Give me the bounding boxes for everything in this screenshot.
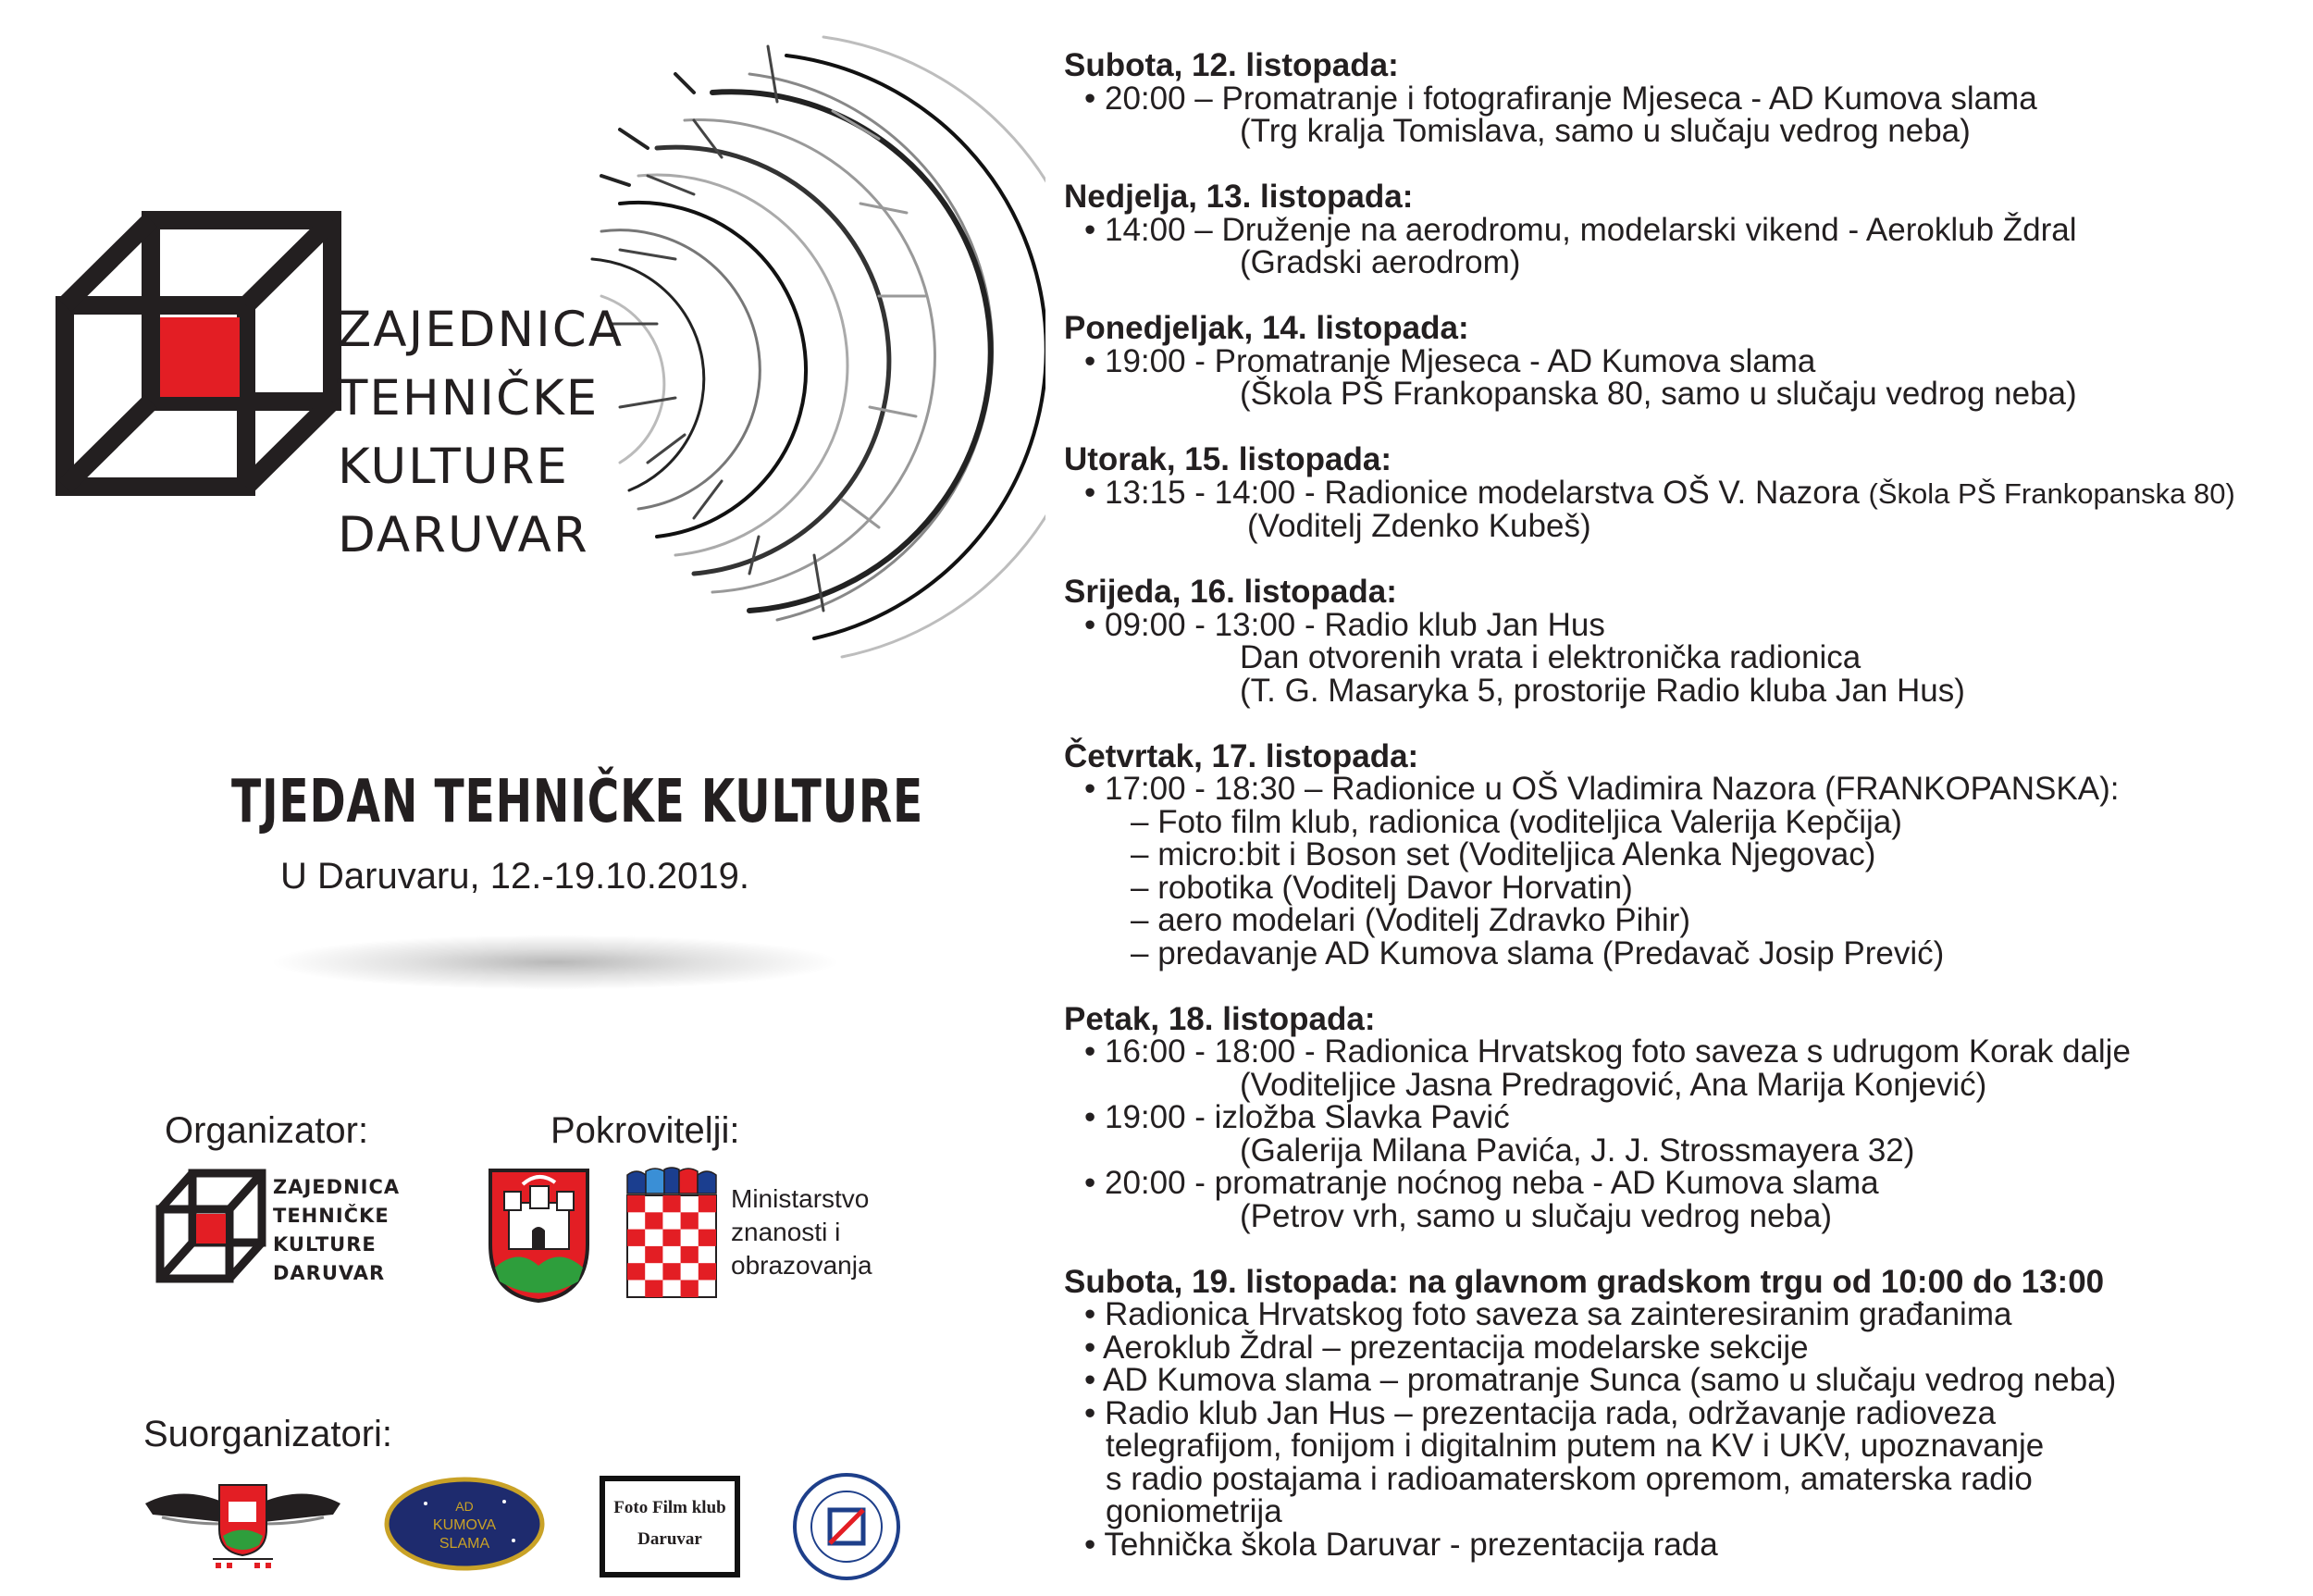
event-schedule	[1064, 49, 2304, 1594]
schedule-day	[1064, 312, 2304, 411]
schedule-item-detail: (Voditeljice Jasna Predragović, Ana Marija Konjević)	[1240, 1066, 1987, 1103]
schedule-subitem: – predavanje AD Kumova slama (Predavač Josip Prević)	[1131, 934, 1945, 971]
org-name-line: DARUVAR	[338, 507, 589, 563]
schedule-item: • 09:00 - 13:00 - Radio klub Jan Hus	[1084, 606, 1605, 643]
event-subtitle: U Daruvaru, 12.-19.10.2019.	[280, 856, 749, 897]
schedule-item-continuation: telegrafijom, fonijom i digitalnim putem na KV i UKV, upoznavanje	[1106, 1428, 2045, 1464]
org-name-line: ZAJEDNICA	[273, 1176, 401, 1198]
day-heading: Ponedjeljak, 14. listopada:	[1064, 310, 1469, 346]
svg-text:SLAMA: SLAMA	[439, 1536, 490, 1552]
schedule-item-continuation: s radio postajama i radioamaterskom opremom, amaterska radio	[1106, 1460, 2033, 1497]
day-heading: Srijeda, 16. listopada:	[1064, 574, 1397, 610]
schedule-item-detail: (T. G. Masaryka 5, prostorije Radio kluba Jan Hus)	[1240, 672, 1965, 709]
schedule-item-detail: (Petrov vrh, samo u slučaju vedrog neba)	[1240, 1197, 1833, 1234]
croatian-coat-of-arms	[620, 1166, 722, 1305]
schedule-subitem: – aero modelari (Voditelj Zdravko Pihir)	[1131, 902, 1690, 938]
day-heading: Utorak, 15. listopada:	[1064, 441, 1392, 477]
schedule-day	[1064, 1000, 2304, 1234]
schedule-item-location: (Škola PŠ Frankopanska 80)	[1868, 476, 2235, 510]
schedule-day	[1064, 180, 2304, 279]
organization-name	[338, 296, 624, 570]
ministry-line: znanosti i	[731, 1218, 841, 1246]
foto-klub-line: Daruvar	[637, 1529, 702, 1549]
svg-text:AD: AD	[455, 1499, 474, 1514]
schedule-day	[1064, 737, 2304, 971]
schedule-item-continuation: goniometrija	[1106, 1493, 1282, 1529]
schedule-item: • 20:00 – Promatranje i fotografiranje Mjeseca - AD Kumova slama	[1084, 80, 2037, 117]
schedule-item-detail: (Gradski aerodrom)	[1240, 244, 1521, 280]
schedule-item-detail: (Galerija Milana Pavića, J. J. Strossmayera 32)	[1240, 1132, 1915, 1169]
radio-klub-jan-hus-logo	[791, 1471, 902, 1582]
day-heading: Subota, 19. listopada: na glavnom gradskom trgu od 10:00 do 13:00	[1064, 1263, 2105, 1300]
ministry-line: Ministarstvo	[731, 1184, 870, 1213]
patrons-label: Pokrovitelji:	[550, 1110, 740, 1151]
day-heading: Nedjelja, 13. listopada:	[1064, 179, 1414, 215]
cube-logo-small	[155, 1168, 266, 1284]
ministry-line: obrazovanja	[731, 1251, 872, 1280]
organizer-label: Organizator:	[165, 1110, 369, 1151]
cube-red-square	[160, 317, 240, 397]
ad-kumova-slama-logo	[384, 1476, 546, 1573]
schedule-item	[1064, 476, 2304, 511]
foto-klub-line: Foto Film klub	[613, 1498, 726, 1517]
schedule-item: • 19:00 - Promatranje Mjeseca - AD Kumova slama	[1084, 342, 1816, 379]
schedule-item: • Radio klub Jan Hus – prezentacija rada, održavanje radioveza	[1084, 1394, 1997, 1431]
org-name-line: KULTURE	[273, 1233, 377, 1256]
day-heading: Četvrtak, 17. listopada:	[1064, 737, 1419, 774]
org-name-line: TEHNIČKE	[338, 370, 600, 427]
schedule-day	[1064, 1263, 2304, 1563]
daruvar-coat-of-arms	[486, 1166, 592, 1305]
event-title: TJEDAN TEHNIČKE KULTURE	[231, 768, 924, 836]
schedule-item: • Tehnička škola Daruvar - prezentacija rada	[1084, 1526, 1718, 1563]
schedule-item: • 19:00 - izložba Slavka Pavić	[1084, 1099, 1510, 1135]
svg-text:KUMOVA: KUMOVA	[432, 1517, 497, 1533]
coorganizers-label: Suorganizatori:	[143, 1414, 393, 1454]
day-heading: Petak, 18. listopada:	[1064, 1000, 1376, 1037]
org-name-line: ZAJEDNICA	[338, 302, 625, 358]
schedule-item-detail: (Trg kralja Tomislava, samo u slučaju vedrog neba)	[1240, 113, 1971, 149]
schedule-item-detail: (Voditelj Zdenko Kubeš)	[1247, 508, 1591, 544]
org-name-line: TEHNIČKE	[273, 1205, 390, 1227]
organizer-name	[273, 1173, 400, 1288]
circuit-arcs-decoration	[592, 37, 1045, 657]
schedule-item: • Radionica Hrvatskog foto saveza sa zainteresiranim građanima	[1084, 1296, 2012, 1332]
schedule-item-detail: (Škola PŠ Frankopanska 80, samo u slučaju vedrog neba)	[1240, 376, 2077, 412]
schedule-item: • Aeroklub Ždral – prezentacija modelarske sekcije	[1084, 1329, 1809, 1366]
schedule-item-text: • 13:15 - 14:00 - Radionice modelarstva OŠ V. Nazora	[1084, 474, 1869, 511]
schedule-day	[1064, 49, 2304, 148]
aeroklub-zdral-logo	[143, 1466, 342, 1573]
schedule-subitem: – micro:bit i Boson set (Voditeljica Alenka Njegovac)	[1131, 836, 1876, 872]
schedule-item: • 20:00 - promatranje noćnog neba - AD Kumova slama	[1084, 1165, 1879, 1201]
decorative-shadow	[268, 934, 842, 990]
schedule-item: • 16:00 - 18:00 - Radionica Hrvatskog foto saveza s udrugom Korak dalje	[1084, 1033, 2131, 1070]
day-heading: Subota, 12. listopada:	[1064, 47, 1399, 83]
schedule-item: • AD Kumova slama – promatranje Sunca (samo u slučaju vedrog neba)	[1084, 1362, 2117, 1398]
foto-film-klub-logo	[600, 1476, 740, 1577]
schedule-subitem: – robotika (Voditelj Davor Horvatin)	[1131, 869, 1633, 906]
org-name-line: DARUVAR	[273, 1262, 386, 1284]
checkerboard-shield	[627, 1195, 716, 1297]
schedule-item: • 14:00 – Druženje na aerodromu, modelarski vikend - Aeroklub Ždral	[1084, 211, 2077, 248]
schedule-item: • 17:00 - 18:30 – Radionice u OŠ Vladimira Nazora (FRANKOPANSKA):	[1084, 771, 2120, 807]
schedule-day	[1064, 443, 2304, 543]
schedule-item-detail: Dan otvorenih vrata i elektronička radionica	[1240, 639, 1862, 675]
schedule-subitem: – Foto film klub, radionica (voditeljica Valerija Kepčija)	[1131, 803, 1902, 840]
schedule-day	[1064, 575, 2304, 707]
ministry-name	[731, 1182, 872, 1282]
org-name-line: KULTURE	[338, 439, 569, 495]
